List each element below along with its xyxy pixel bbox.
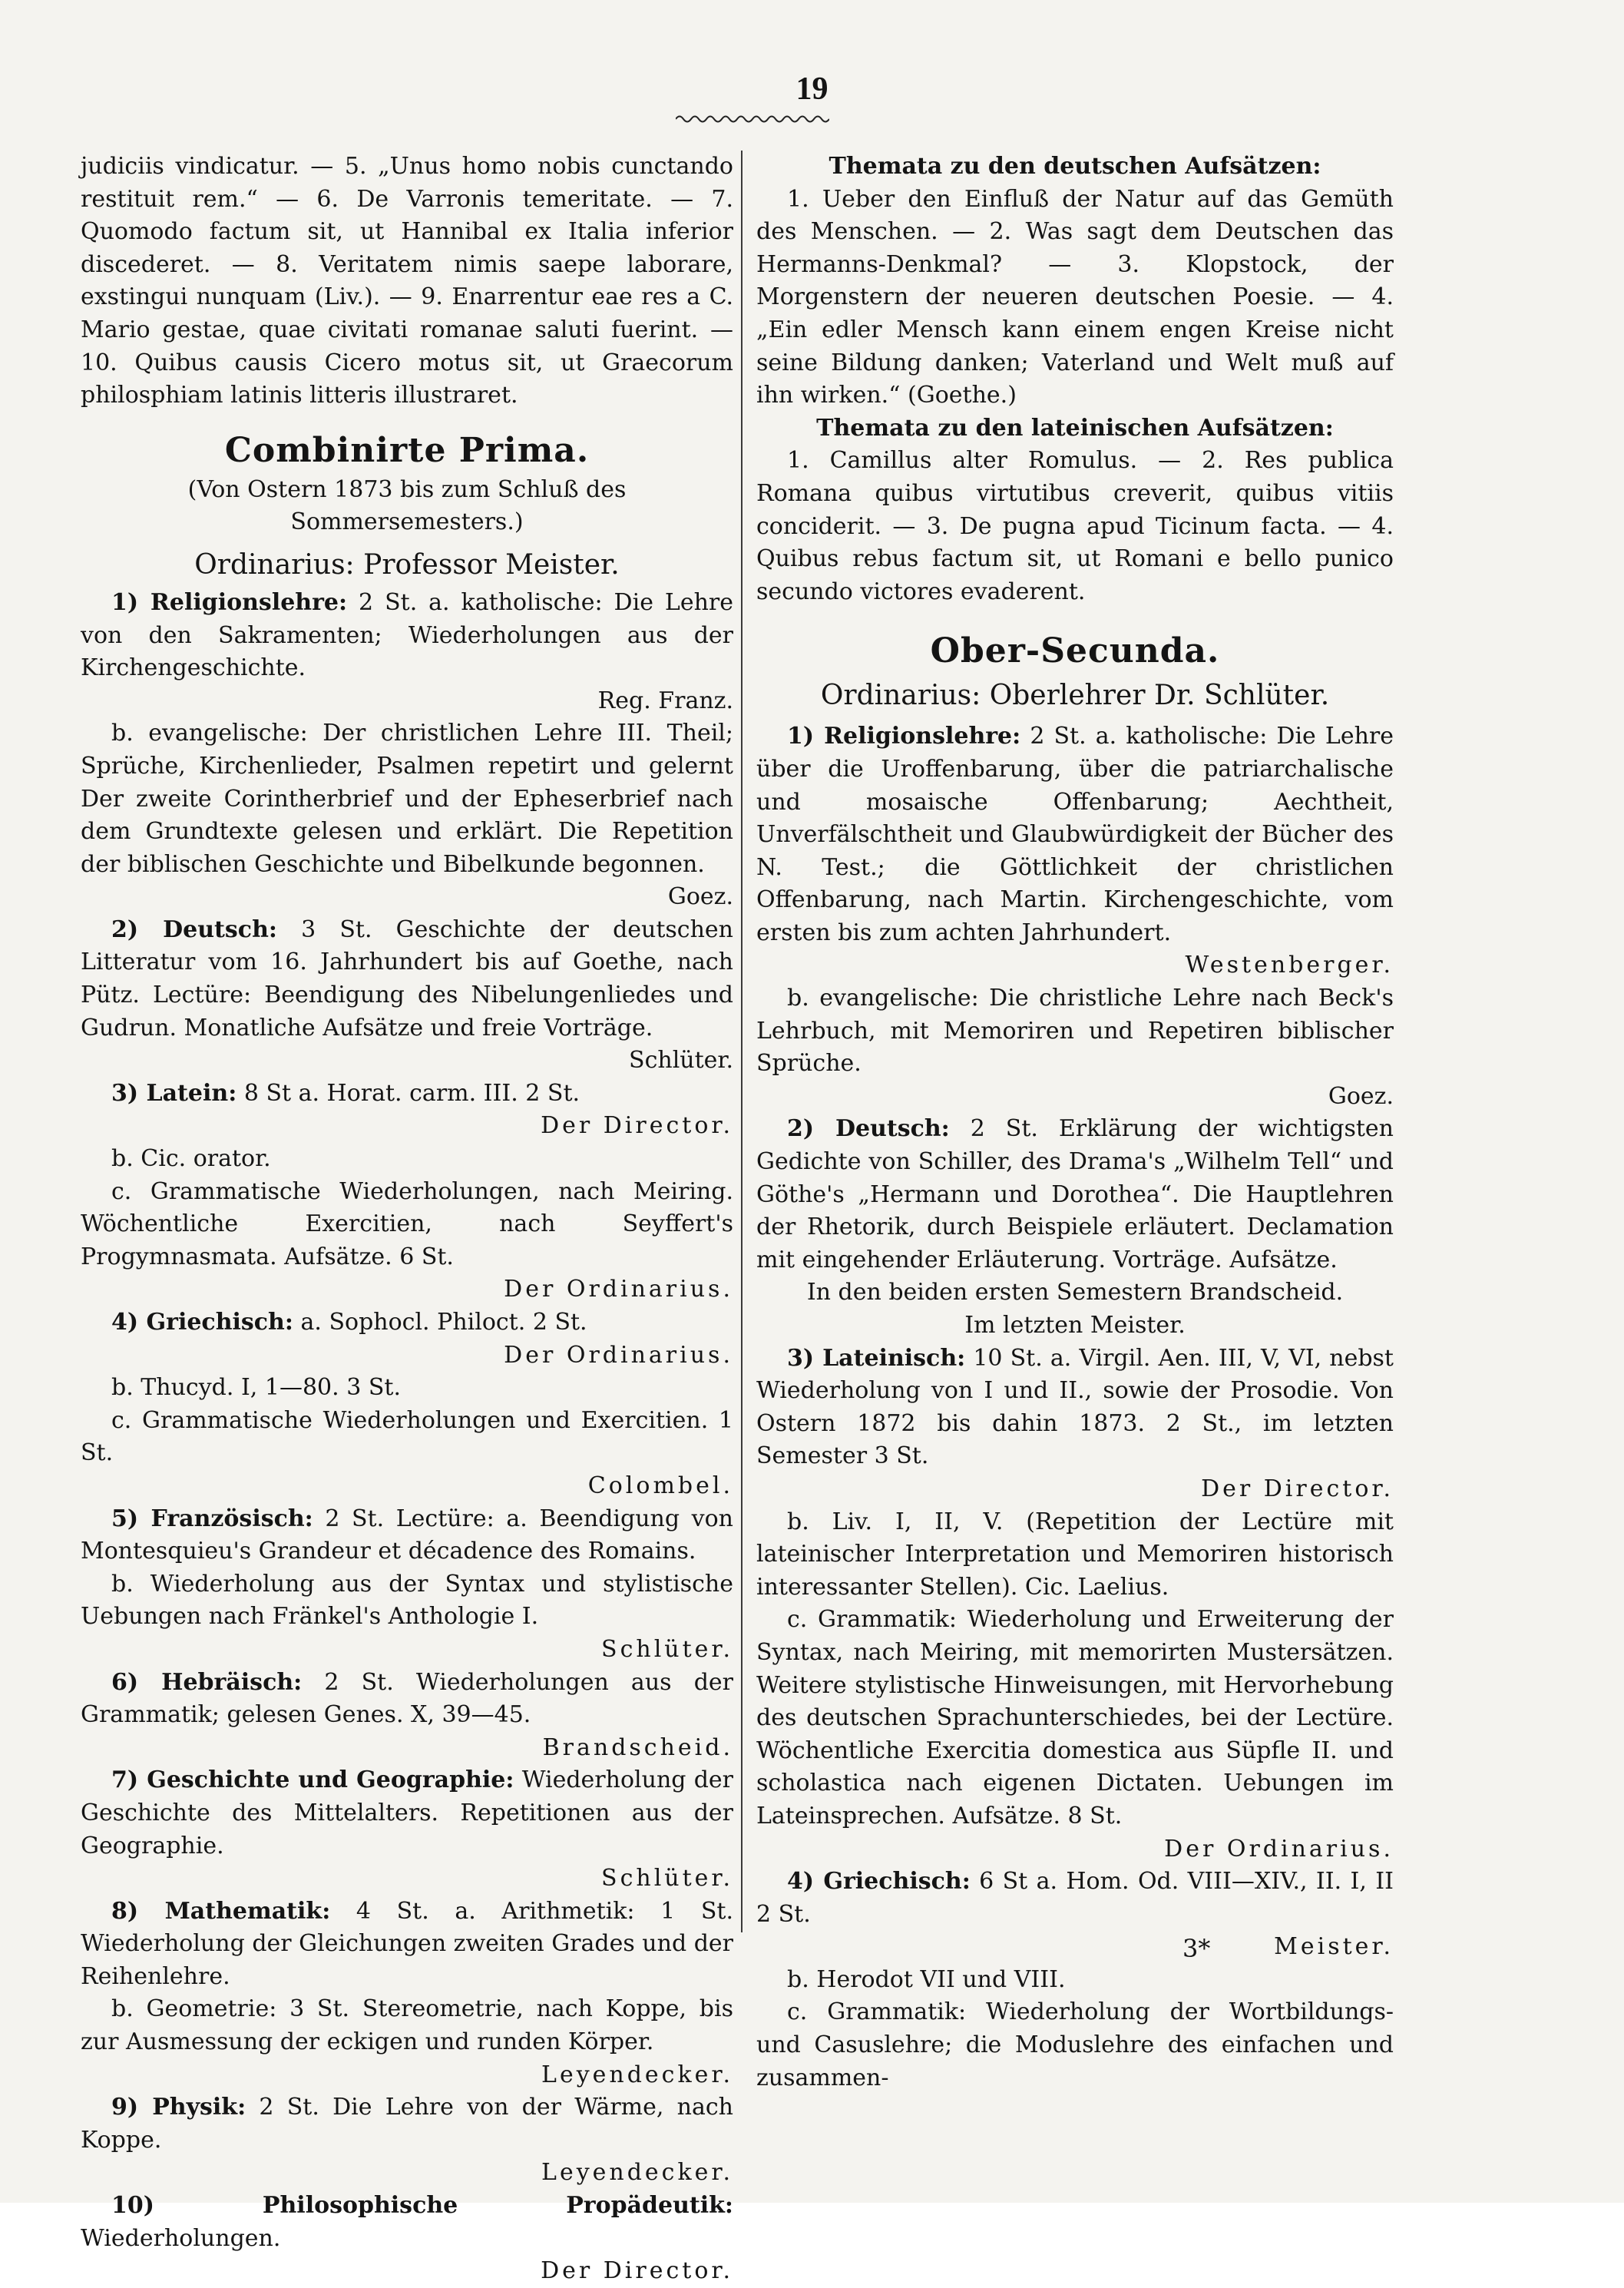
subject-head: 9) Physik: (111, 2094, 246, 2121)
subject-entry (81, 1078, 733, 1143)
subject-entry (81, 1896, 733, 1994)
subject-head: 1) Religionslehre: (111, 588, 348, 616)
subject-entry (81, 1993, 733, 2091)
subject-entry (81, 1176, 733, 1306)
subject-teacher: Schlüter. (629, 1047, 733, 1074)
subject-head: 4) Griechisch: (787, 1868, 971, 1896)
subject-entry (756, 1506, 1394, 1604)
subject-entry (756, 1964, 1394, 1997)
subject-teacher: Schlüter. (601, 1865, 733, 1892)
subject-entry (756, 720, 1394, 982)
wavy-rule-ornament (676, 114, 829, 124)
subject-text: 8 St a. Horat. carm. III. 2 St. (243, 1079, 580, 1107)
subject-teacher: Leyendecker. (541, 2159, 733, 2187)
subject-teacher: Meister. (1274, 1933, 1394, 1961)
subject-text: c. Grammatische Wiederholungen und Exercitien. 1 St. (81, 1406, 733, 1467)
subject-head: 3) Lateinisch: (787, 1344, 966, 1372)
subject-head: 4) Griechisch: (111, 1309, 293, 1336)
subject-entry (81, 1764, 733, 1895)
subject-entry (81, 1306, 733, 1372)
subject-entry (756, 1113, 1394, 1276)
subject-text: a. Sophocl. Philoct. 2 St. (300, 1309, 587, 1336)
subject-text: 2 St. a. katholische: Die Lehre über die Uroffenbarung, über die patriarchalische und mosaische Offenbarung; Aechtheit, Unverfälschtheit und Glaubwürdigkeit der Bücher des N. Test.; die Göttlichkeit der christlichen Offenbarung, nach Martin. Kirchengeschichte, vom ersten bis zum achten Jahrhundert. (756, 723, 1394, 946)
subject-entry (756, 1996, 1394, 2094)
subject-entry (81, 1372, 733, 1405)
subject-teacher: Schlüter. (601, 1635, 733, 1663)
subject-teacher: Reg. Franz. (597, 687, 733, 714)
subject-head: 2) Deutsch: (787, 1115, 950, 1143)
subject-entry (756, 982, 1394, 1113)
subject-text: 2 St. Erklärung der wichtigsten Gedichte von Schiller, des Drama's „Wilhelm Tell“ und Göthe's „Hermann und Dorothea“. Die Hauptlehren der Rhetorik, durch Beispiele erläutert. Declamation mit eingehender Erläuterung. Vorträge. Aufsätze. (756, 1115, 1394, 1273)
subject-head: 3) Latein: (111, 1079, 237, 1107)
subject-entry (81, 1143, 733, 1176)
subject-head: 5) Französisch: (111, 1505, 313, 1532)
subject-entry (81, 1405, 733, 1503)
subject-teacher: Der Ordinarius. (1164, 1835, 1394, 1863)
intro-paragraph: judiciis vindicatur. — 5. „Unus homo nobis cunctando restituit rem.“ — 6. De Varronis temeritate. — 7. Quomodo factum sit, ut Hannibal ex Italia inferior discederet. — 8. Veritatem nimis saepe laborare, exstingui nunquam (Liv.). — 9. Enarrentur eae res a C. Mario gestae, quae civitati romanae saluti fuerint. — 10. Quibus causis Cicero motus sit, ut Graecorum philosphiam latinis litteris illustraret. (81, 153, 733, 409)
subject-text: Wiederholungen. (81, 2224, 281, 2252)
subject-head: 6) Hebräisch: (111, 1668, 303, 1696)
subject-text: c. Grammatik: Wiederholung und Erweiterung der Syntax, nach Meiring, mit memorirten Mustersätzen. Weitere stylistische Hinweisungen, mit Hervorhebung des deutschen Sprachunterschiedes, bei der Lectüre. Wöchentliche Exercitia domestica aus Süpfle II. und scholastica nach eigenen Dictaten. Uebungen im Lateinsprechen. Aufsätze. 8 St. (756, 1606, 1394, 1829)
section-title-prima: Combinirte Prima. (224, 430, 590, 470)
subject-text: b. Wiederholung aus der Syntax und stylistische Uebungen nach Fränkel's Anthologie I. (81, 1570, 733, 1631)
subject-teacher: Brandscheid. (542, 1733, 733, 1761)
subject-teacher: Der Director. (541, 2257, 733, 2285)
subject-text: 2 St. a. katholische: Die Lehre von den Sakramenten; Wiederholungen aus der Kirchengeschichte. (81, 588, 733, 682)
subject-entry (81, 1568, 733, 1667)
subject-text: b. Herodot VII und VIII. (787, 1965, 1066, 1993)
german-themes-text: 1. Ueber den Einfluß der Natur auf das Gemüth des Menschen. — 2. Was sagt dem Deutschen das Hermanns-Denkmal? — 3. Klopstock, der Morgenstern der neueren deutschen Poesie. — 4. „Ein edler Mensch kann einem engen Kreise nicht seine Bildung danken; Vaterland und Welt muß auf ihn wirken.“ (Goethe.) (756, 185, 1394, 409)
subject-teacher: Im letzten Meister. (964, 1312, 1186, 1339)
subject-entry (81, 914, 733, 1078)
column-divider (741, 151, 743, 1932)
subject-entry (81, 1667, 733, 1765)
subject-teacher: Der Ordinarius. (504, 1341, 733, 1369)
subject-entry (81, 717, 733, 914)
subject-head: 2) Deutsch: (111, 916, 277, 943)
subject-text: 2 St. Wiederholungen aus der Grammatik; gelesen Genes. X, 39—45. (81, 1668, 733, 1729)
subject-text: b. Thucyd. I, 1—80. 3 St. (111, 1374, 401, 1402)
subject-entry (81, 587, 733, 717)
subject-text: 4 St. a. Arithmetik: 1 St. Wiederholung der Gleichungen zweiten Grades und der Reihenlehre. (81, 1897, 733, 1990)
subject-head: 8) Mathematik: (111, 1897, 331, 1925)
subject-text: Wiederholung der Geschichte des Mittelalters. Repetitionen aus der Geographie. (81, 1766, 733, 1859)
subject-text: 10 St. a. Virgil. Aen. III, V, VI, nebst Wiederholung von I und II., sowie der Prosodie. Von Ostern 1872 bis dahin 1873. 2 St., im letzten Semester 3 St. (756, 1344, 1394, 1470)
subject-text: b. Liv. I, II, V. (Repetition der Lectüre mit lateinischer Interpretation und Memoriren historisch interessanter Stellen). Cic. Laelius. (756, 1508, 1394, 1601)
subject-entry (81, 1503, 733, 1568)
subject-teacher: Goez. (1328, 1082, 1394, 1110)
page-number: 19 (795, 71, 829, 107)
subject-teacher: Der Director. (1201, 1475, 1394, 1502)
subject-teacher: Der Ordinarius. (504, 1276, 733, 1303)
subject-text: b. Geometrie: 3 St. Stereometrie, nach Koppe, bis zur Ausmessung der eckigen und runden Körper. (81, 1995, 733, 2056)
subject-text: 3 St. Geschichte der deutschen Litteratur vom 16. Jahrhundert bis auf Goethe, nach Pütz. Lectüre: Beendigung des Nibelungenliedes und Gudrun. Monatliche Aufsätze und freie Vorträge. (81, 916, 733, 1041)
subject-entry (756, 1343, 1394, 1506)
subject-text: b. evangelische: Die christliche Lehre nach Beck's Lehrbuch, mit Memoriren und Repetiren biblischer Sprüche. (756, 985, 1394, 1078)
subject-entry (756, 1866, 1394, 1964)
subject-text: c. Grammatische Wiederholungen, nach Meiring. Wöchentliche Exercitien, nach Seyffert's Progymnasmata. Aufsätze. 6 St. (81, 1177, 733, 1270)
subject-entry (756, 1276, 1394, 1342)
right-column (756, 151, 1394, 2094)
subject-teacher: Goez. (667, 883, 733, 911)
subject-text: 2 St. Lectüre: a. Beendigung von Montesquieu's Grandeur et décadence des Romains. (81, 1505, 733, 1565)
signature-mark: 3* (1182, 1934, 1211, 1963)
subject-entry (81, 2190, 733, 2288)
german-themes-title: Themata zu den deutschen Aufsätzen: (829, 153, 1321, 180)
left-column (81, 151, 733, 2288)
section-title-obersecunda: Ober-Secunda. (930, 631, 1220, 671)
subject-text: b. Cic. orator. (111, 1145, 271, 1173)
subject-text: In den beiden ersten Semestern Brandscheid. (806, 1279, 1344, 1306)
subject-text: 6 St a. Hom. Od. VIII—XIV., II. I, II 2 St. (756, 1868, 1394, 1928)
subject-teacher: Der Director. (541, 1112, 733, 1140)
subject-head: 10) Philosophische Propädeutik: (111, 2192, 733, 2220)
subject-text: b. evangelische: Der christlichen Lehre III. Theil; Sprüche, Kirchenlieder, Psalmen repetirt und gelernt Der zweite Corintherbrief und der Epheserbrief nach dem Grundtexte gelesen und erklärt. Die Repetition der biblischen Geschichte und Bibelkunde begonnen. (81, 720, 733, 878)
subject-head: 7) Geschichte und Geographie: (111, 1766, 514, 1794)
latin-themes-title: Themata zu den lateinischen Aufsätzen: (816, 414, 1334, 442)
subject-teacher: Leyendecker. (541, 2061, 733, 2088)
section-subtitle-prima: (Von Ostern 1873 bis zum Schluß des Sommersemesters.) (187, 475, 627, 536)
ordinarius-obersecunda: Ordinarius: Oberlehrer Dr. Schlüter. (820, 680, 1330, 712)
subject-head: 1) Religionslehre: (787, 723, 1021, 750)
latin-themes-text: 1. Camillus alter Romulus. — 2. Res publica Romana quibus virtutibus creverit, quibus vitiis conciderit. — 3. De pugna apud Ticinum facta. — 4. Quibus rebus factum sit, ut Romani e bello punico secundo victores evaderent. (756, 447, 1394, 605)
subject-entry (756, 1604, 1394, 1866)
subject-teacher: Westenberger. (1185, 952, 1394, 979)
subject-entry (81, 2091, 733, 2190)
subject-text: c. Grammatik: Wiederholung der Wortbildungs- und Casuslehre; die Moduslehre des einfachen und zusammen- (756, 1998, 1394, 2091)
ordinarius-prima: Ordinarius: Professor Meister. (194, 548, 620, 581)
subject-teacher: Colombel. (587, 1472, 733, 1499)
subject-text: 2 St. Die Lehre von der Wärme, nach Koppe. (81, 2094, 733, 2154)
